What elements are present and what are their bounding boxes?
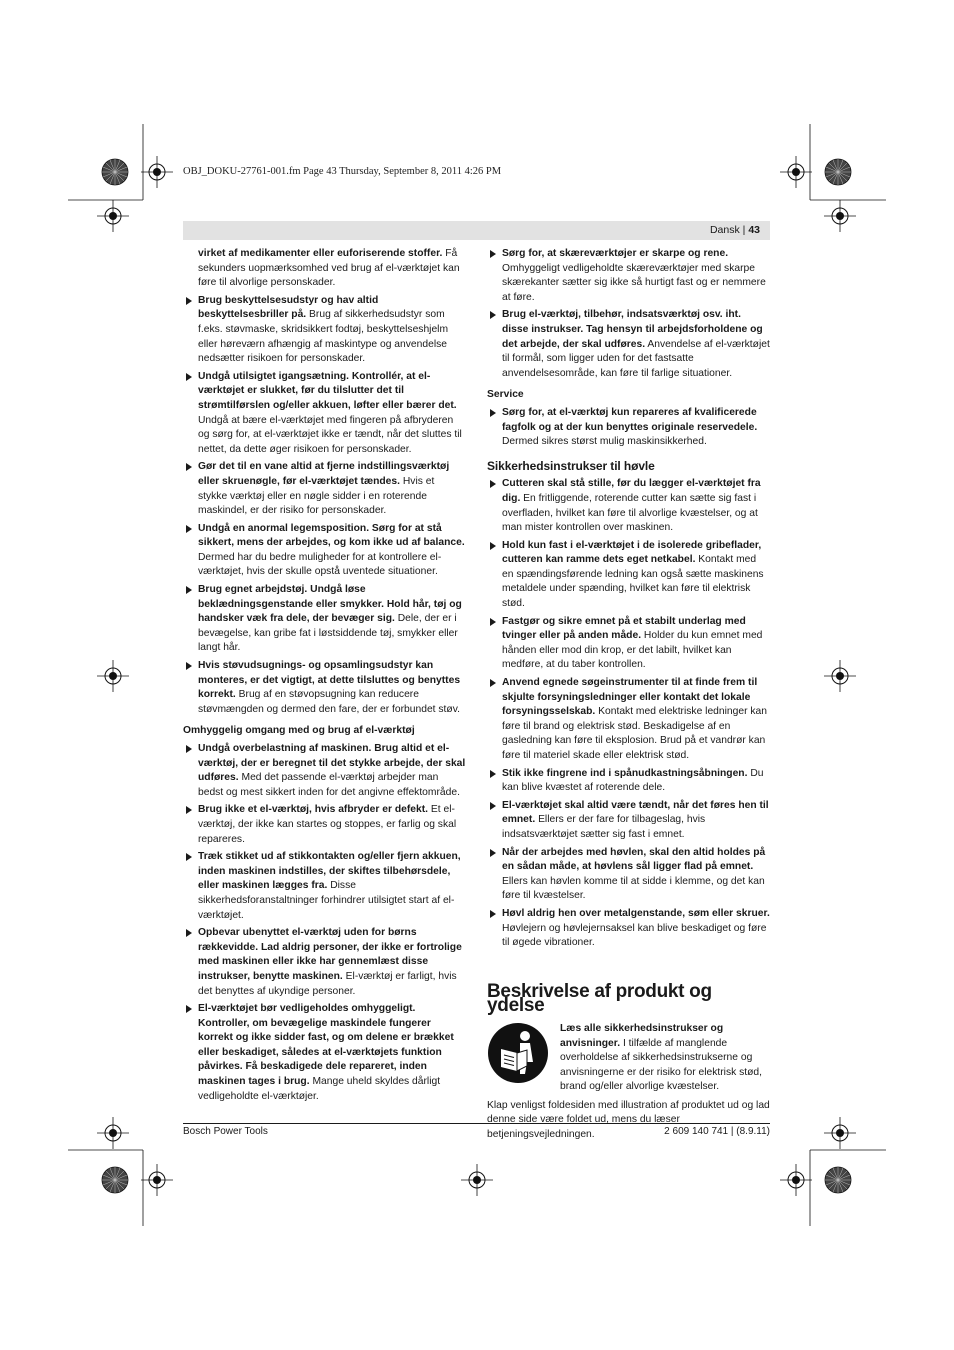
triangle-bullet-icon xyxy=(490,618,496,626)
print-slug: OBJ_DOKU-27761-001.fm Page 43 Thursday, September 8, 2011 4:26 PM xyxy=(183,166,502,177)
header-language: Dansk xyxy=(709,224,740,236)
triangle-bullet-icon xyxy=(490,250,496,258)
triangle-bullet-icon xyxy=(186,297,192,305)
item-body-text: Mange uheld skyldes dårligt vedligeholdte el-værktøjer. xyxy=(198,1076,441,1102)
item-bold-text: Cutteren skal stå stille, før du lægger el-værktøjet fra dig. xyxy=(502,478,761,504)
item-body-text: Dermed har du bedre muligheder for at kontrollere el-værktøjet, hvis der skulle opstå uventede situationer. xyxy=(198,551,442,578)
list-item xyxy=(183,803,466,847)
item-bold-text: Brug beskyttelsesudstyr og hav altid beskyttelsesbriller på. xyxy=(198,294,379,321)
item-body-text: Ellers er der fare for tilbageslag, hvis indsatsværktøjet sætter sig fast i emnet. xyxy=(502,814,706,840)
item-bold-text: Gør det til en vane altid at fjerne indstillingsværktøj eller skruenøgle, før el-værktøjet tændes. xyxy=(198,461,450,487)
item-bold-text: Sørg for, at el-værktøj kun repareres af kvalificerede fagfolk og at der kun benyttes originale reservedele. xyxy=(502,406,758,433)
item-bold-text: Træk stikket ud af stikkontakten og/eller fjern akkuen, inden maskinen indstilles, der skiftes tilbehørsdele, eller maskinen lægges fra. xyxy=(198,851,461,892)
item-bold-text: Undgå en anormal legemsposition. Sørg for at stå sikkert, mens der arbejdes, og kom ikke ud af balance. xyxy=(198,522,465,549)
triangle-bullet-icon xyxy=(186,662,192,670)
item-bold-text: Brug el-værktøj, tilbehør, indsatsværktøj osv. iht. disse instrukser. Tag hensyn til arbejdsforholdene og det arbejde, der skal udføres. xyxy=(502,309,763,350)
footer-brand: Bosch Power Tools xyxy=(183,1126,268,1137)
list-item xyxy=(487,799,770,843)
crosshair-icon xyxy=(141,156,173,188)
list-item xyxy=(183,247,466,291)
crosshair-icon xyxy=(824,1117,856,1149)
item-body-text: Undgå at bære el-værktøjet med fingeren på afbryderen og sørg for, at el-værktøjet ikke er tændt, når det sluttes til nettet, da dette øger risikoen for personskader. xyxy=(198,414,462,455)
page-number: 43 xyxy=(748,224,760,236)
list-item xyxy=(183,926,466,999)
warning-text xyxy=(560,1022,770,1095)
triangle-bullet-icon xyxy=(186,463,192,471)
item-body-text: El-værktøj er farligt, hvis det benyttes af ukyndige personer. xyxy=(198,970,457,997)
item-body-text: Brug af en støvopsugning kan reducere støvmængden og dermed den fare, der er forbundet støv. xyxy=(198,689,460,715)
list-item xyxy=(487,477,770,535)
item-body-text: Høvlejern og høvlejernsaksel kan blive beskadiget og føre til øgede vibrationer. xyxy=(502,922,767,949)
triangle-bullet-icon xyxy=(490,802,496,810)
item-body-text: Disse sikkerhedsforanstaltninger forhindrer utilsigtet start af el-værktøjet. xyxy=(198,880,455,921)
item-bold-text: Fastgør og sikre emnet på et stabilt underlag med tvinger eller på anden måde. xyxy=(502,615,746,642)
item-bold-text: Når der arbejdes med høvlen, skal den altid holdes på en sådan måde, at høvlens sål ligger flad på emnet. xyxy=(502,846,766,873)
triangle-bullet-icon xyxy=(186,745,192,753)
triangle-bullet-icon xyxy=(186,525,192,533)
list-item xyxy=(183,1002,466,1104)
triangle-bullet-icon xyxy=(186,1005,192,1013)
item-bold-text: Opbevar ubenyttet el-værktøj uden for børns rækkevidde. Lad aldrig personer, der ikke er fortrolige med maskinen eller ikke har gennemlæst disse instrukser, benytte maskinen. xyxy=(198,927,462,982)
item-bold-text: Høvl aldrig hen over metalgenstande, søm eller skruer. xyxy=(502,907,770,919)
list-item xyxy=(183,294,466,367)
right-column-list xyxy=(487,247,770,951)
list-item xyxy=(487,767,770,796)
triangle-bullet-icon xyxy=(186,586,192,594)
subsection-heading: Sikkerhedsinstrukser til høvle xyxy=(487,458,655,473)
item-body-text: Holder du kun emnet med hånden eller mod din krop, er det labilt, hvilket kan medføre, at du taber kontrollen. xyxy=(502,630,763,671)
left-column xyxy=(183,247,466,1107)
triangle-bullet-icon xyxy=(490,910,496,918)
item-body-text: Dermed sikres størst mulig maskinsikkerhed. xyxy=(502,436,707,448)
triangle-bullet-icon xyxy=(490,770,496,778)
item-bold-text: Anvend egnede søgeinstrumenter til at finde frem til skjulte forsyningsledninger eller kontakt det lokale forsyningsselskab. xyxy=(502,677,758,718)
item-body-text: Dele, der er i bevægelse, kan gribe fat i løstsiddende tøj, smykker eller langt hår. xyxy=(198,613,458,654)
color-target-icon xyxy=(825,159,851,185)
crosshair-icon xyxy=(97,200,129,232)
list-item xyxy=(183,742,466,800)
read-manual-icon xyxy=(487,1022,549,1084)
crosshair-icon xyxy=(780,156,812,188)
item-body-text: Brug af sikkerhedsudstyr som f.eks. støvmaske, skridsikkert fodtøj, beskyttelseshjelm eller høreværn afhængig af maskintype og anvendelse nedsætter risikoen for personskader. xyxy=(198,309,449,365)
footer-docnumber: 2 609 140 741 | (8.9.11) xyxy=(664,1126,770,1137)
header-separator: | xyxy=(742,224,746,236)
header-label xyxy=(710,224,760,236)
list-item xyxy=(183,659,466,717)
section-heading: Beskrivelse af produkt og ydelse xyxy=(487,980,712,1017)
triangle-bullet-icon xyxy=(490,679,496,687)
triangle-bullet-icon xyxy=(490,849,496,857)
warning-box xyxy=(487,1022,770,1095)
item-bold-text: Sørg for, at skæreværktøjer er skarpe og rene. xyxy=(502,248,729,259)
list-item xyxy=(183,370,466,458)
triangle-bullet-icon xyxy=(490,311,496,319)
list-item xyxy=(487,676,770,764)
triangle-bullet-icon xyxy=(186,929,192,937)
triangle-bullet-icon xyxy=(490,480,496,488)
item-bold-text: Stik ikke fingrene ind i spånudkastningsåbningen. xyxy=(502,767,748,779)
list-item xyxy=(183,522,466,580)
footer-rule xyxy=(183,1123,770,1124)
triangle-bullet-icon xyxy=(490,542,496,550)
item-body-text: Med det passende el-værktøj arbejder man bedst og mest sikkert inden for det angivne effektområde. xyxy=(198,772,460,798)
triangle-bullet-icon xyxy=(186,806,192,814)
item-bold-text: Brug ikke et el-værktøj, hvis afbryder er defekt. xyxy=(198,804,429,816)
fold-out-note: Klap venligst foldesiden med illustration af produktet ud og lad denne side være foldet ud, mens du læser betjeningsvejledningen. xyxy=(487,1099,770,1141)
triangle-bullet-icon xyxy=(186,373,192,381)
item-body-text: En fritliggende, roterende cutter kan sætte sig fast i overfladen, hvilket kan føre til alvorlige kvæstelser, og at man mister kontrollen over maskinen. xyxy=(502,492,758,534)
color-target-icon xyxy=(102,159,128,185)
right-column xyxy=(487,247,770,1143)
item-body-text: Kontakt med en spændingsførende ledning kan også sætte maskinens metaldele under spænding, hvilket kan føre til elektrisk stød. xyxy=(502,554,764,610)
item-bold-text: El-værktøjet bør vedligeholdes omhyggeligt. Kontroller, om bevægelige maskindele fungerer korrekt og ikke sidder fast, og om delene er brækket eller beskadiget, således at el-værktøjets funktion påvirkes. Få beskadigede dele repareret, inden maskinen tages i brug. xyxy=(198,1003,454,1088)
crosshair-icon xyxy=(824,660,856,692)
item-bold-text: Hvis støvudsugnings- og opsamlingsudstyr kan monteres, er det vigtigt, at dette tilsluttes og benyttes korrekt. xyxy=(198,660,461,701)
item-bold-text: El-værktøjet skal altid være tændt, når det føres hen til emnet. xyxy=(502,799,769,826)
item-bold-text: Undgå utilsigtet igangsætning. Kontrollér, at el-værktøjet er slukket, før du tilslutter det til strømtilførslen og/eller akkuen, løfter eller bærer det. xyxy=(198,370,457,411)
color-target-icon xyxy=(825,1167,851,1193)
crosshair-icon xyxy=(824,200,856,232)
item-body-text: Anvendelse af el-værktøjet til formål, som ligger uden for det fastsatte anvendelsesområde, kan føre til farlige situationer. xyxy=(502,338,770,379)
list-item xyxy=(487,846,770,904)
list-item xyxy=(487,539,770,612)
crosshair-icon xyxy=(97,1117,129,1149)
list-item xyxy=(487,308,770,381)
item-body-text: Ellers kan høvlen komme til at sidde i klemme, og det kan føre til kvæstelser. xyxy=(502,875,765,902)
list-item xyxy=(487,406,770,450)
list-item xyxy=(487,907,770,951)
crosshair-icon xyxy=(97,660,129,692)
item-bold-text: Hold kun fast i el-værktøjet i de isolerede gribeflader, cutteren kan ramme dets eget netkabel. xyxy=(502,539,762,566)
list-item xyxy=(183,583,466,656)
list-item xyxy=(487,247,770,305)
list-item xyxy=(183,850,466,923)
triangle-bullet-icon xyxy=(186,853,192,861)
list-item xyxy=(183,460,466,518)
warning-body: I tilfælde af manglende overholdelse af sikkerhedsinstrukserne og anvisningerne er der risiko for elektrisk stød, brand og/eller alvorlige kvæstelser. xyxy=(560,1037,763,1093)
page-header xyxy=(183,221,770,240)
item-bold-text: virket af medikamenter eller euforiserende stoffer. xyxy=(198,248,443,259)
item-body-text: Omhyggeligt vedligeholdte skæreværktøjer med skarpe skærekanter sætter sig ikke så hurtigt fast og er nemmere at føre. xyxy=(502,262,766,303)
warning-bold: Læs alle sikkerhedsinstrukser og anvisninger. xyxy=(560,1022,724,1049)
item-body-text: Få sekunders uopmærksomhed ved brug af el-værktøjet kan føre til alvorlige personskader. xyxy=(198,248,460,289)
crosshair-icon xyxy=(461,1164,493,1196)
crosshair-icon xyxy=(780,1164,812,1196)
crosshair-icon xyxy=(141,1164,173,1196)
item-body-text: Kontakt med elektriske ledninger kan føre til brand og elektrisk stød. Beskadigelse af en gasledning kan føre til eksplosion. Brud på et vandrør kan føre til materiel skade eller elektrisk stød. xyxy=(502,706,767,761)
item-body-text: Du kan blive kvæstet af roterende dele. xyxy=(502,767,764,794)
item-body-text: Et el-værktøj, der ikke kan startes og stoppes, er farlig og skal repareres. xyxy=(198,804,457,845)
subsection-heading: Service xyxy=(487,389,524,401)
list-item xyxy=(487,615,770,673)
item-body-text: Hvis et stykke værktøj eller en nøgle sidder i en roterende maskindel, er der risiko for personskader. xyxy=(198,475,435,517)
item-bold-text: Brug egnet arbejdstøj. Undgå løse beklædningsgenstande eller smykker. Hold hår, tøj og handsker væk fra dele, der bevæger sig. xyxy=(198,584,462,625)
triangle-bullet-icon xyxy=(490,409,496,417)
color-target-icon xyxy=(102,1167,128,1193)
item-bold-text: Undgå overbelastning af maskinen. Brug altid et el-værktøj, der er beregnet til det stykke arbejde, der skal udføres. xyxy=(198,743,466,784)
subsection-heading: Omhyggelig omgang med og brug af el-værktøj xyxy=(183,725,415,737)
